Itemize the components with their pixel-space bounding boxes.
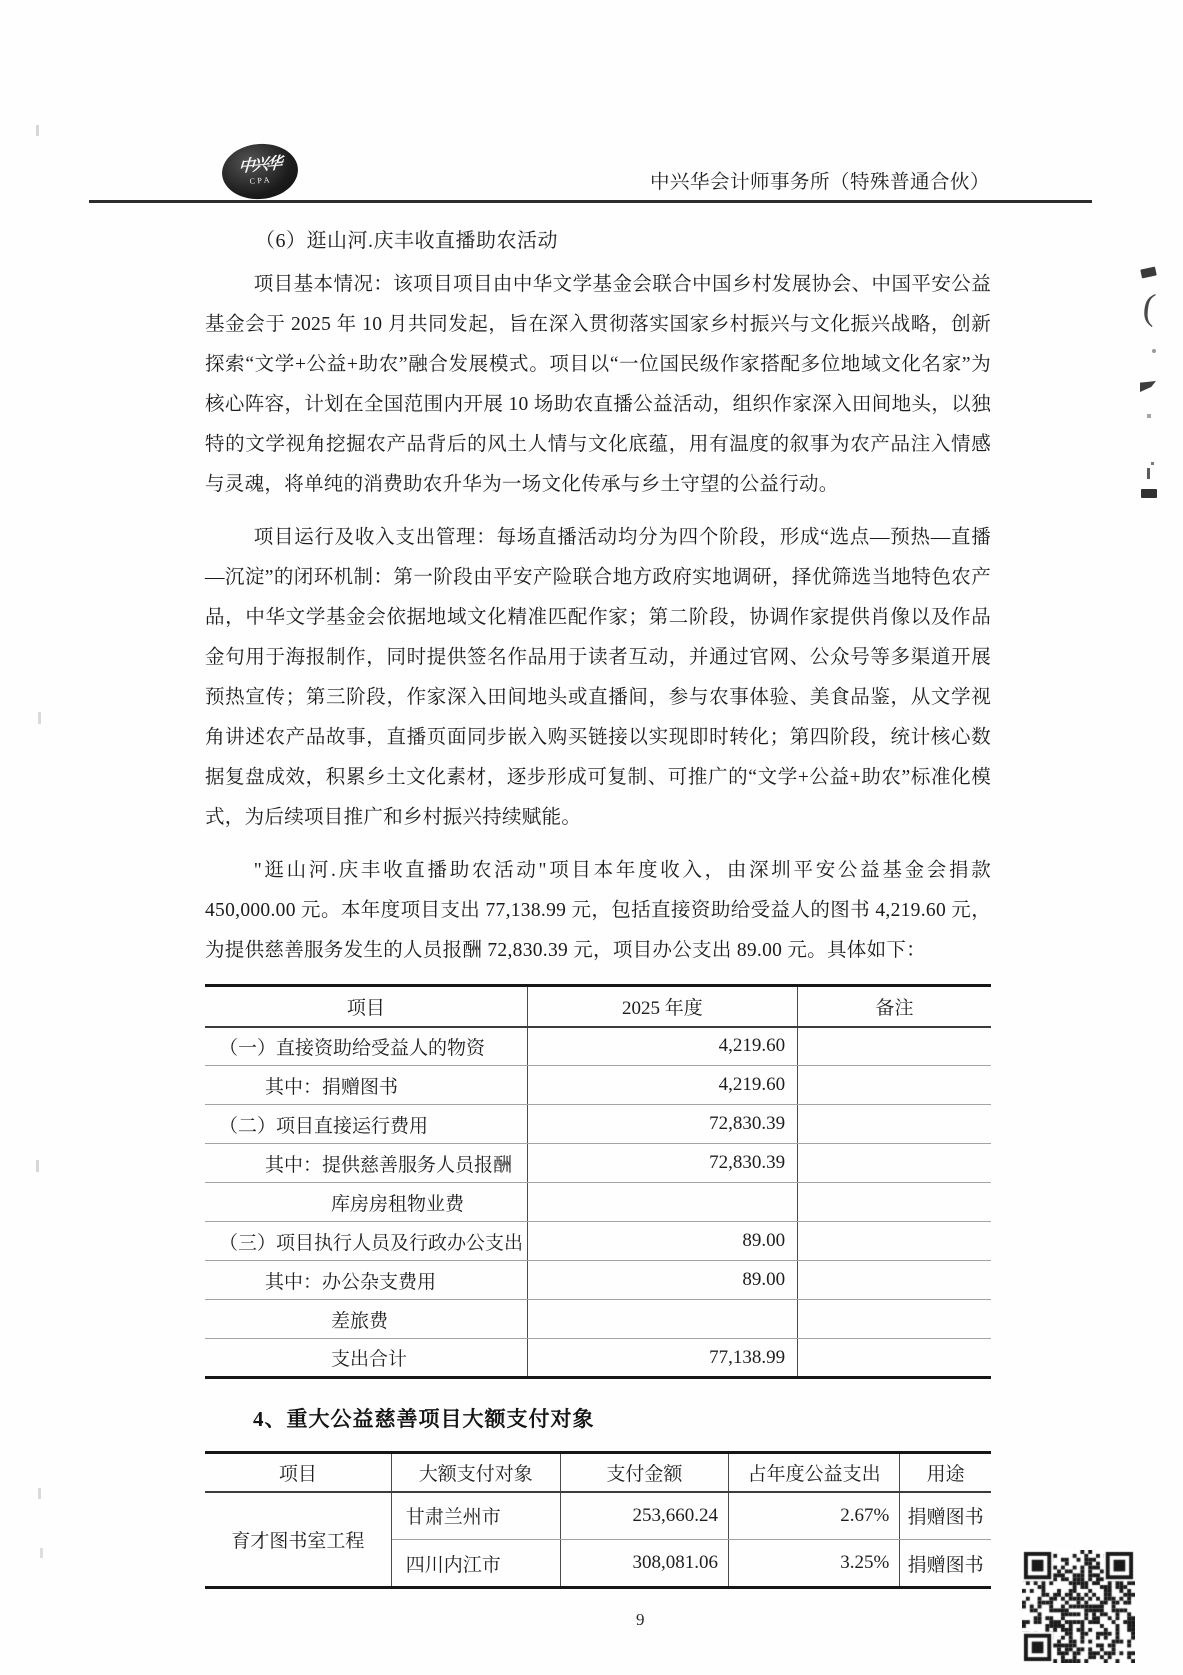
item-cell: 其中：捐赠图书 bbox=[205, 1066, 527, 1105]
major-payments-table bbox=[205, 1451, 991, 1589]
scan-artifact bbox=[1152, 349, 1156, 353]
paragraph-project-overview: 项目基本情况：该项目项目由中华文学基金会联合中国乡村发展协会、中国平安公益基金会于 2025 年 10 月共同发起，旨在深入贯彻落实国家乡村振兴与文化振兴战略，创新探索“文学+公益+助农”融合发展模式。项目以“一位国民级作家搭配多位地域文化名家”为核心阵容，计划在全国范围内开展 10 场助农直播公益活动，组织作家深入田间地头，以独特的文学视角挖掘农产品背后的风土人情与文化底蕴，用有温度的叙事为农产品注入情感与灵魂，将单纯的消费助农升华为一场文化传承与乡土守望的公益行动。 bbox=[205, 274, 991, 495]
usage-cell: 捐赠图书 bbox=[900, 1492, 991, 1540]
share-cell: 2.67% bbox=[728, 1492, 899, 1540]
share-cell: 3.25% bbox=[728, 1540, 899, 1588]
scan-artifact bbox=[38, 1488, 41, 1499]
table-row bbox=[205, 1300, 991, 1339]
page-number: 9 bbox=[636, 1610, 645, 1629]
header-year: 2025 年度 bbox=[527, 986, 797, 1027]
paragraph-operations: 项目运行及收入支出管理：每场直播活动均分为四个阶段，形成“选点—预热—直播—沉淀”的闭环机制：第一阶段由平安产险联合地方政府实地调研，择优筛选当地特色农产品，中华文学基金会依据地域文化精准匹配作家；第二阶段，协调作家提供肖像以及作品金句用于海报制作，同时提供签名作品用于读者互动，并通过官网、公众号等多渠道开展预热宣传；第三阶段，作家深入田间地头或直播间，参与农事体验、美食品鉴，从文学视角讲述农产品故事，直播页面同步嵌入购买链接以实现即时转化；第四阶段，统计核心数据复盘成效，积累乡土文化素材，逐步形成可复制、可推广的“文学+公益+助农”标准化模式，为后续项目推广和乡村振兴持续赋能。 bbox=[205, 527, 991, 828]
major-payments-heading: 4、重大公益慈善项目大额支付对象 bbox=[253, 1407, 595, 1431]
note-cell bbox=[798, 1183, 991, 1222]
scan-artifact: ( bbox=[1140, 286, 1158, 329]
item-cell: （一）直接资助给受益人的物资 bbox=[205, 1027, 527, 1066]
paragraph-income-expense: "逛山河.庆丰收直播助农活动"项目本年度收入，由深圳平安公益基金会捐款 450,000.00 元。本年度项目支出 77,138.99 元，包括直接资助给受益人的图书 4,219.60 元，为提供慈善服务发生的人员报酬 72,830.39 元，项目办公支出 89.00 元。具体如下： bbox=[205, 860, 991, 961]
table-row bbox=[205, 1183, 991, 1222]
header-note: 备注 bbox=[798, 986, 991, 1027]
qr-code bbox=[1022, 1550, 1135, 1663]
header-pay-amount: 支付金额 bbox=[560, 1453, 728, 1492]
scan-artifact bbox=[1147, 468, 1150, 479]
header-usage: 用途 bbox=[900, 1453, 991, 1492]
scan-artifact bbox=[38, 712, 41, 724]
item-cell: 差旅费 bbox=[205, 1300, 527, 1339]
note-cell bbox=[798, 1300, 991, 1339]
amount-cell bbox=[527, 1183, 797, 1222]
scan-artifact bbox=[36, 125, 39, 136]
table-header-row bbox=[205, 1453, 991, 1492]
payee-cell: 四川内江市 bbox=[391, 1540, 560, 1588]
header-project: 项目 bbox=[205, 1453, 391, 1492]
item-cell: 支出合计 bbox=[205, 1339, 527, 1378]
item-cell: 其中：提供慈善服务人员报酬 bbox=[205, 1144, 527, 1183]
item-cell: 库房房租物业费 bbox=[205, 1183, 527, 1222]
scan-artifact bbox=[36, 1160, 39, 1172]
scan-artifact bbox=[40, 1548, 43, 1558]
amount-cell bbox=[527, 1300, 797, 1339]
amount-cell: 72,830.39 bbox=[527, 1144, 797, 1183]
table-row bbox=[205, 1222, 991, 1261]
table-row bbox=[205, 1261, 991, 1300]
table-row bbox=[205, 1492, 991, 1540]
scan-artifact bbox=[1141, 489, 1157, 498]
cpa-firm-logo bbox=[220, 141, 301, 202]
logo-characters: 中兴华 bbox=[238, 155, 281, 176]
table-row-total bbox=[205, 1339, 991, 1378]
section-heading: （6）逛山河.庆丰收直播助农活动 bbox=[255, 230, 558, 252]
amount-cell: 4,219.60 bbox=[527, 1066, 797, 1105]
table-row bbox=[205, 1027, 991, 1066]
item-cell: （二）项目直接运行费用 bbox=[205, 1105, 527, 1144]
note-cell bbox=[798, 1222, 991, 1261]
amount-cell: 77,138.99 bbox=[527, 1339, 797, 1378]
project-cell: 育才图书室工程 bbox=[205, 1492, 391, 1588]
amount-cell: 72,830.39 bbox=[527, 1105, 797, 1144]
header-item: 项目 bbox=[205, 986, 527, 1027]
amount-cell: 4,219.60 bbox=[527, 1027, 797, 1066]
header-divider bbox=[89, 200, 1092, 203]
header-share: 占年度公益支出 bbox=[728, 1453, 899, 1492]
note-cell bbox=[798, 1027, 991, 1066]
firm-name: 中兴华会计师事务所（特殊普通合伙） bbox=[649, 172, 990, 193]
item-cell: （三）项目执行人员及行政办公支出 bbox=[205, 1222, 527, 1261]
note-cell bbox=[798, 1261, 991, 1300]
payee-cell: 甘肃兰州市 bbox=[391, 1492, 560, 1540]
header-payee: 大额支付对象 bbox=[391, 1453, 560, 1492]
table-header-row bbox=[205, 986, 991, 1027]
note-cell bbox=[798, 1144, 991, 1183]
table-row bbox=[205, 1066, 991, 1105]
amount-cell: 89.00 bbox=[527, 1261, 797, 1300]
amount-cell: 253,660.24 bbox=[560, 1492, 728, 1540]
note-cell bbox=[798, 1339, 991, 1378]
item-cell: 其中：办公杂支费用 bbox=[205, 1261, 527, 1300]
document-body bbox=[205, 224, 991, 1589]
note-cell bbox=[798, 1066, 991, 1105]
note-cell bbox=[798, 1105, 991, 1144]
table-row bbox=[205, 1105, 991, 1144]
scan-artifact bbox=[1140, 381, 1156, 392]
amount-cell: 89.00 bbox=[527, 1222, 797, 1261]
usage-cell: 捐赠图书 bbox=[907, 1554, 984, 1576]
amount-cell: 308,081.06 bbox=[560, 1540, 728, 1588]
logo-cpa-label: CPA bbox=[249, 175, 273, 186]
scan-artifact bbox=[1151, 462, 1154, 465]
expense-table bbox=[205, 984, 991, 1379]
table-row bbox=[205, 1144, 991, 1183]
scan-artifact bbox=[1140, 267, 1157, 279]
scan-artifact bbox=[1147, 414, 1151, 418]
